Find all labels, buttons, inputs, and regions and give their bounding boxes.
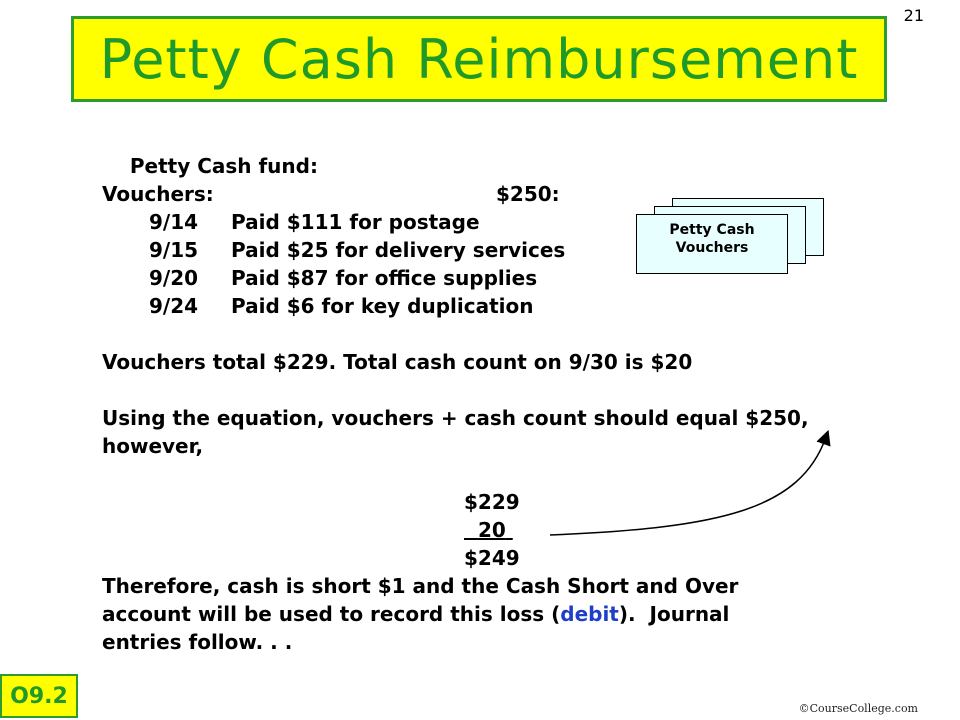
voucher-card-front bbox=[636, 214, 788, 274]
voucher-text: Paid $6 for key duplication bbox=[231, 294, 534, 318]
sum-vouchers: $229 bbox=[464, 490, 520, 514]
voucher-item bbox=[102, 292, 902, 320]
equation-line-1: Using the equation, vouchers + cash count should equal $250, bbox=[102, 406, 809, 430]
sum-line-a bbox=[102, 460, 902, 514]
voucher-date: 9/20 bbox=[149, 266, 199, 290]
voucher-date: 9/24 bbox=[149, 294, 199, 318]
copyright: ©CourseCollege.com bbox=[798, 702, 918, 715]
debit-word: debit bbox=[560, 602, 619, 626]
slide-id-badge: O9.2 bbox=[0, 674, 78, 718]
vouchers-total: Vouchers total $229. Total cash count on 9/30 is $20 bbox=[102, 350, 693, 374]
fund-amount: $250: bbox=[496, 182, 560, 206]
petty-cash-vouchers-illustration bbox=[636, 198, 826, 290]
voucher-text: Paid $111 for postage bbox=[231, 210, 480, 234]
voucher-date: 9/15 bbox=[149, 238, 199, 262]
conclusion-line-3: entries follow. . . bbox=[102, 630, 293, 654]
conclusion-line-1: Therefore, cash is short $1 and the Cash Short and Over bbox=[102, 574, 739, 598]
title-banner bbox=[71, 16, 887, 102]
fund-label: Petty Cash fund: bbox=[129, 154, 318, 178]
vouchers-heading: Vouchers: bbox=[102, 182, 214, 206]
conclusion-line-2: account will be used to record this loss (debit). Journal bbox=[102, 602, 730, 626]
page-title: Petty Cash Reimbursement bbox=[99, 27, 859, 91]
voucher-date: 9/14 bbox=[149, 210, 199, 234]
sum-total: $249 bbox=[464, 546, 520, 570]
equation-line-2: however, bbox=[102, 434, 204, 458]
slide-number: 21 bbox=[903, 6, 924, 25]
voucher-card-label: Petty Cash Vouchers bbox=[669, 222, 755, 256]
voucher-text: Paid $25 for delivery services bbox=[231, 238, 566, 262]
sum-cash: 20 bbox=[477, 518, 506, 542]
voucher-text: Paid $87 for office supplies bbox=[231, 266, 538, 290]
